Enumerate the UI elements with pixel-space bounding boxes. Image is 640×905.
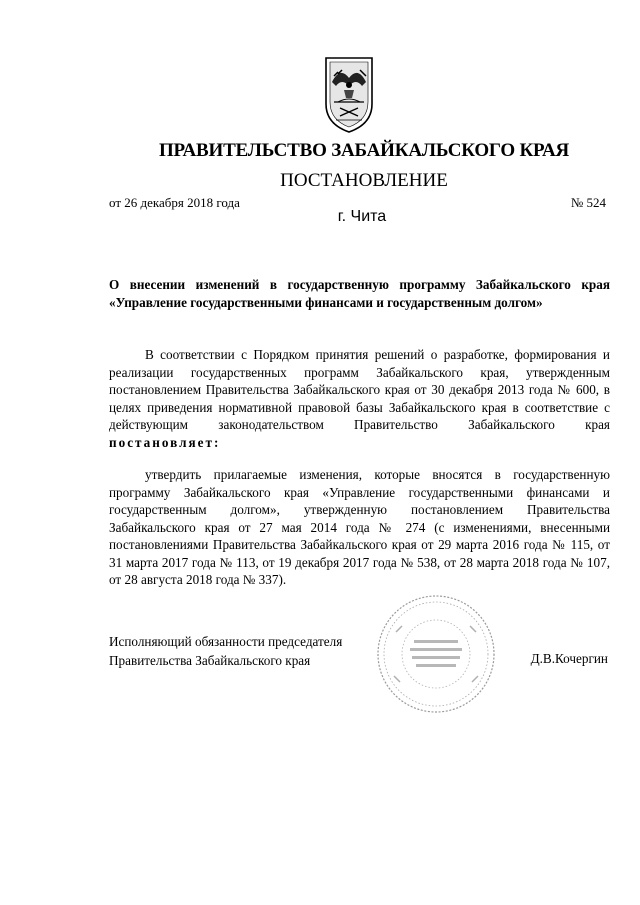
official-seal-stamp <box>374 592 498 716</box>
document-type: ПОСТАНОВЛЕНИЕ <box>280 170 448 191</box>
paragraph-1-text: В соответствии с Порядком принятия решений о разработке, формирования и реализации государственных программ Забайкальского края, утвержденным постановлением Правительства Забайкальского края от 30 декабря 2013 года № 600, в целях приведения нормативной правовой базы Забайкальского края в соответствие с действующим законодательством Правительство Забайкальского края <box>109 347 610 432</box>
government-title: ПРАВИТЕЛЬСТВО ЗАБАЙКАЛЬСКОГО КРАЯ <box>158 140 570 161</box>
document-subject: О внесении изменений в государственную программу Забайкальского края «Управление государственными финансами и государственным долгом» <box>109 277 610 310</box>
document-date: от 26 декабря 2018 года <box>109 195 240 210</box>
resolution-keyword: постановляет: <box>109 434 221 450</box>
body-paragraph-1 <box>109 346 610 451</box>
coat-of-arms-emblem <box>322 52 376 134</box>
signatory-position <box>109 632 342 670</box>
signatory-position-line-1: Исполняющий обязанности председателя <box>109 634 343 649</box>
document-city: г. Чита <box>337 208 387 225</box>
signatory-name: Д.В.Кочергин <box>530 651 608 666</box>
body-paragraph-2: утвердить прилагаемые изменения, которые вносятся в государственную программу Забайкальского края «Управление государственными финансами и государственным долгом», утвержденную постановлением Правительства Забайкальского края от 27 мая 2014 года № 274 (с изменениями, внесенными постановлениями Правительства Забайкальского края от 29 марта 2016 года № 115, от 31 марта 2017 года № 113, от 19 декабря 2017 года № 538, от 28 марта 2018 года № 107, от 28 августа 2018 года № 337). <box>109 467 610 587</box>
signatory-position-line-2: Правительства Забайкальского края <box>109 653 311 668</box>
document-number: № 524 <box>570 195 606 210</box>
